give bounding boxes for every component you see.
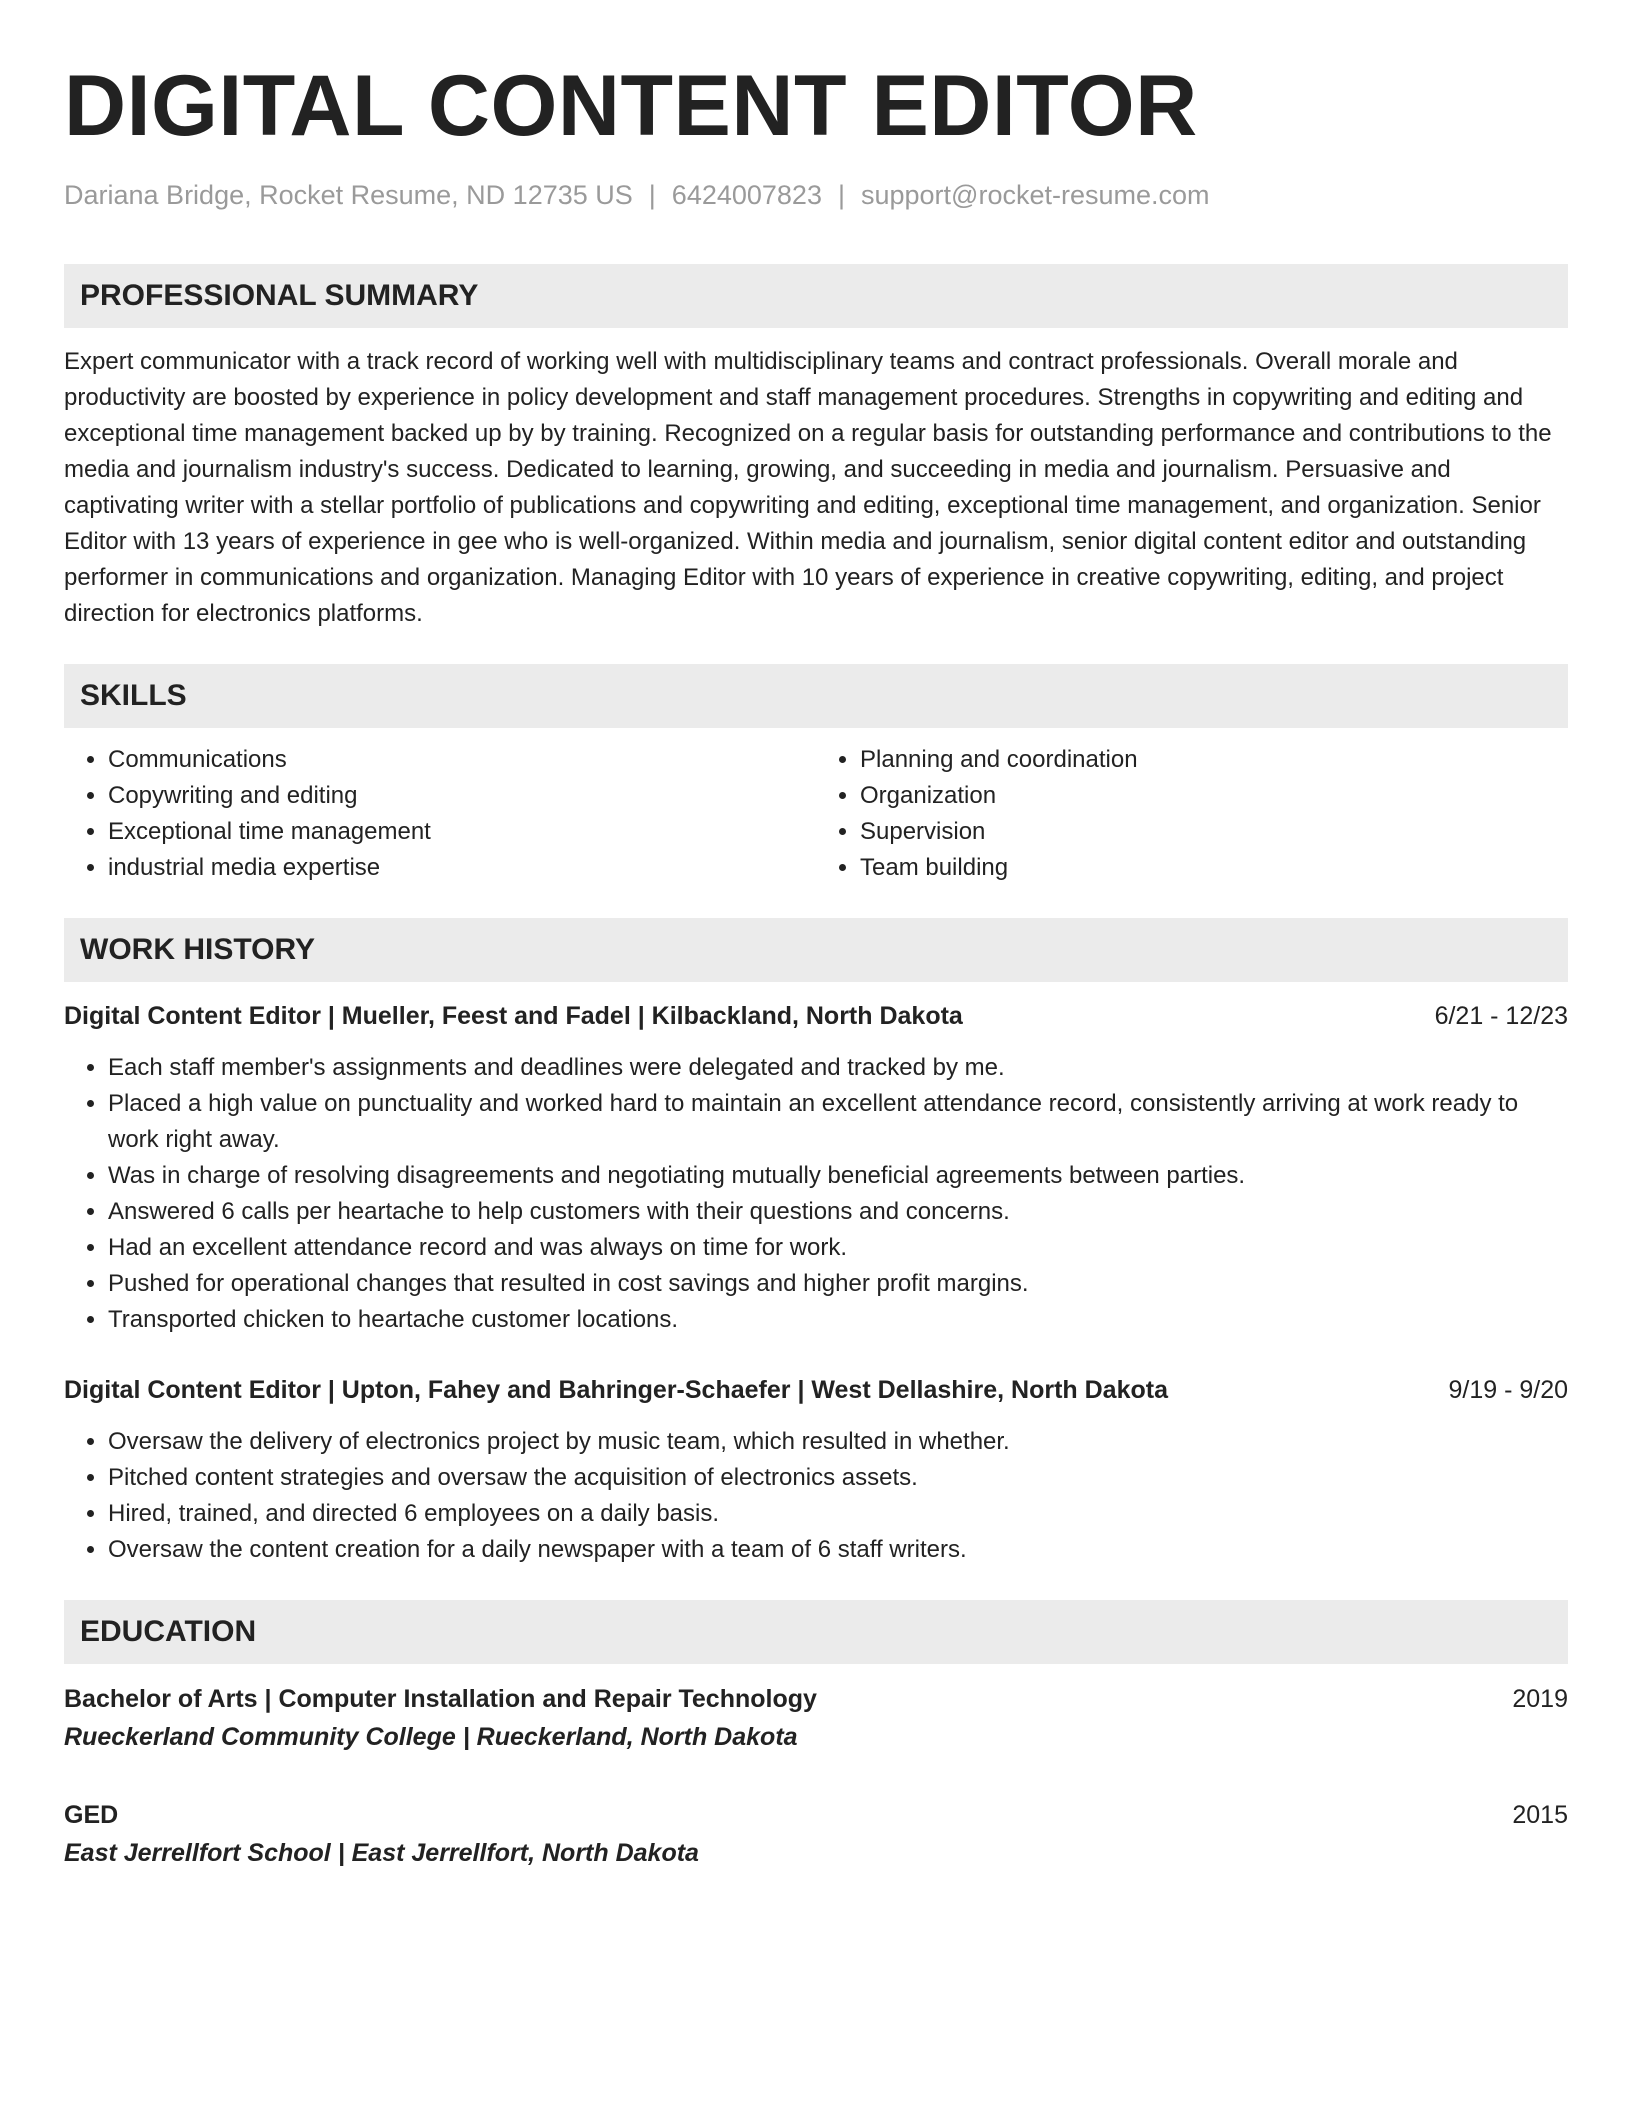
skills-column-right: [816, 742, 1568, 886]
contact-separator: |: [648, 180, 656, 210]
skill-item: • Communications: [108, 742, 816, 778]
skill-item: • Planning and coordination: [860, 742, 1568, 778]
education-year: 2015: [1512, 1801, 1568, 1829]
education-header: [64, 1680, 1568, 1718]
education-entry: [64, 1796, 1568, 1872]
job-header: [64, 1372, 1568, 1408]
education-degree: GED: [64, 1801, 119, 1829]
job-bullet: • Oversaw the content creation for a daily newspaper with a team of 6 staff writers.: [108, 1532, 1568, 1568]
job-bullets: [64, 1424, 1568, 1568]
skill-item: • Organization: [860, 778, 1568, 814]
job-bullets: [64, 1050, 1568, 1338]
job-dates: 9/19 - 9/20: [1448, 1376, 1568, 1404]
contact-phone: 6424007823: [671, 180, 822, 210]
skill-item: • Copywriting and editing: [108, 778, 816, 814]
section-heading: PROFESSIONAL SUMMARY: [80, 279, 479, 312]
job-title: Digital Content Editor | Upton, Fahey and Bahringer-Schaefer | West Dellashire, North Dakota: [64, 1376, 1168, 1404]
summary-text: Expert communicator with a track record of working well with multidisciplinary teams and contract professionals. Overall morale and productivity are boosted by experience in policy development and staff management procedures. Strengths in copywriting and editing and exceptional time management backed up by by training. Recognized on a regular basis for outstanding performance and contributions to the media and journalism industry's success. Dedicated to learning, growing, and succeeding in media and journalism. Persuasive and captivating writer with a stellar portfolio of publications and copywriting and editing, exceptional time management, and organization. Senior Editor with 13 years of experience in gee who is well-organized. Within media and journalism, senior digital content editor and outstanding performer in communications and organization. Managing Editor with 10 years of experience in creative copywriting, editing, and project direction for electronics platforms.: [64, 348, 1552, 627]
job-bullet: • Each staff member's assignments and deadlines were delegated and tracked by me.: [108, 1050, 1568, 1086]
job-bullet: • Pitched content strategies and oversaw the acquisition of electronics assets.: [108, 1460, 1568, 1496]
section-header-skills: [64, 664, 1568, 728]
job-bullet: • Had an excellent attendance record and was always on time for work.: [108, 1230, 1568, 1266]
skill-item: • Supervision: [860, 814, 1568, 850]
contact-line: [64, 178, 1568, 212]
job-entry: [64, 998, 1568, 1338]
skills-column-left: [64, 742, 816, 886]
education-degree: Bachelor of Arts | Computer Installation and Repair Technology: [64, 1685, 817, 1713]
education-header: [64, 1796, 1568, 1834]
section-heading: WORK HISTORY: [80, 933, 316, 966]
job-bullet: • Was in charge of resolving disagreements and negotiating mutually beneficial agreements between parties.: [108, 1158, 1568, 1194]
skill-item: • industrial media expertise: [108, 850, 816, 886]
skill-item: • Exceptional time management: [108, 814, 816, 850]
job-bullet: • Placed a high value on punctuality and worked hard to maintain an excellent attendance record, consistently arriving at work ready to work right away.: [108, 1086, 1568, 1158]
job-entry: [64, 1372, 1568, 1568]
contact-separator: |: [837, 180, 845, 210]
section-heading: SKILLS: [80, 679, 187, 712]
section-header-summary: [64, 264, 1568, 328]
job-dates: 6/21 - 12/23: [1434, 1002, 1568, 1030]
job-bullet: • Oversaw the delivery of electronics project by music team, which resulted in whether.: [108, 1424, 1568, 1460]
job-bullet: • Answered 6 calls per heartache to help customers with their questions and concerns.: [108, 1194, 1568, 1230]
job-bullet: • Hired, trained, and directed 6 employees on a daily basis.: [108, 1496, 1568, 1532]
contact-email: support@rocket-resume.com: [860, 180, 1210, 210]
skill-item: • Team building: [860, 850, 1568, 886]
education-school: Rueckerland Community College | Rueckerland, North Dakota: [64, 1723, 798, 1751]
section-header-work-history: [64, 918, 1568, 982]
section-heading: EDUCATION: [80, 1615, 257, 1648]
job-bullet: • Pushed for operational changes that resulted in cost savings and higher profit margins.: [108, 1266, 1568, 1302]
contact-address: Dariana Bridge, Rocket Resume, ND 12735 US: [64, 180, 633, 210]
skills-list: [64, 742, 1568, 886]
job-title: Digital Content Editor | Mueller, Feest and Fadel | Kilbackland, North Dakota: [64, 1002, 963, 1030]
education-year: 2019: [1512, 1685, 1568, 1713]
resume-title: DIGITAL CONTENT EDITOR: [64, 58, 1198, 154]
job-bullet: • Transported chicken to heartache customer locations.: [108, 1302, 1568, 1338]
job-header: [64, 998, 1568, 1034]
section-header-education: [64, 1600, 1568, 1664]
education-school: East Jerrellfort School | East Jerrellfort, North Dakota: [64, 1839, 699, 1867]
education-entry: [64, 1680, 1568, 1756]
